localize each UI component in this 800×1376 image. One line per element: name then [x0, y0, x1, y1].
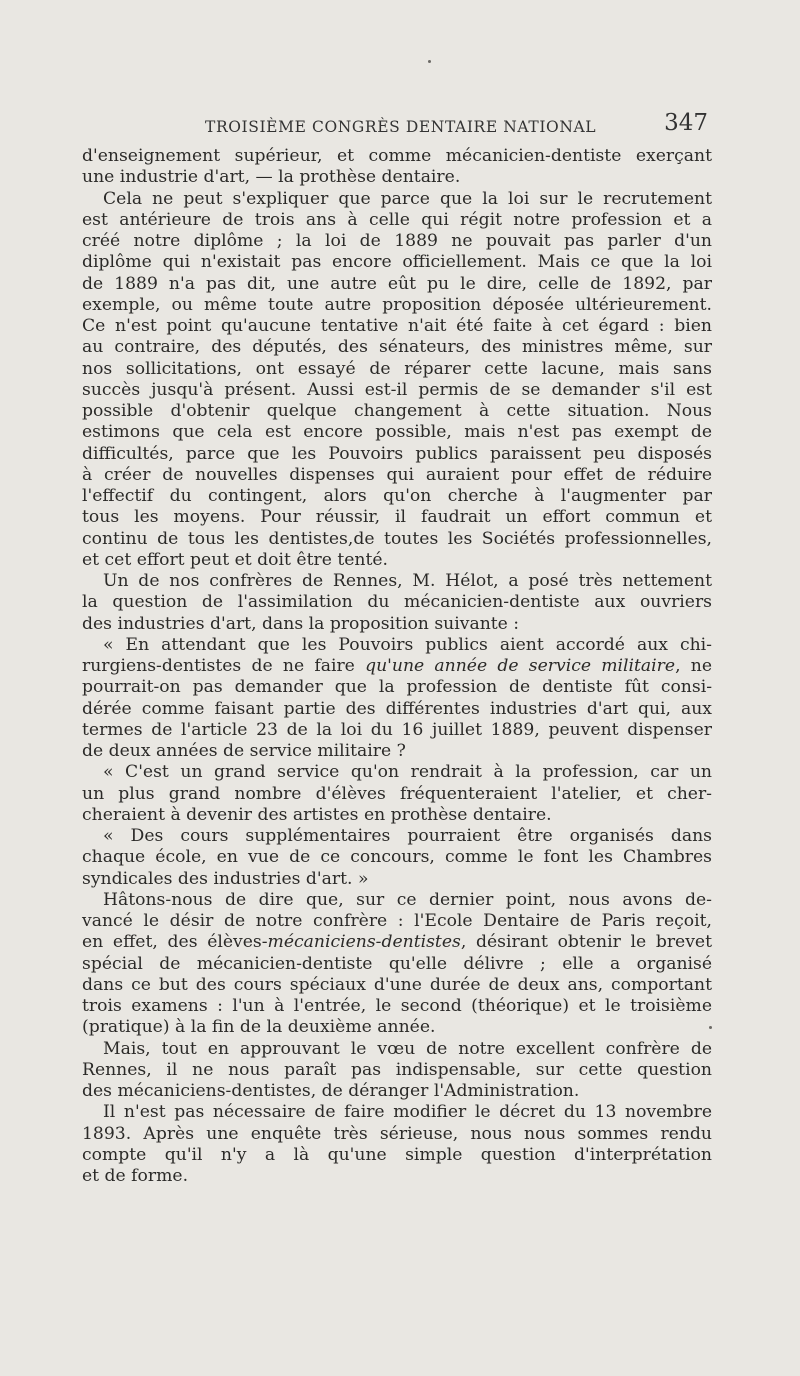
text-line: de deux années de service militaire ? — [82, 741, 406, 761]
text-line: Un de nos confrères de Rennes, M. Hélot, a posé très nettement — [103, 571, 712, 591]
text-line: nos sollicitations, ont essayé de réparer cette lacune, mais sans — [82, 358, 712, 379]
text-line: Ce n'est point qu'aucune tentative n'ait été faite à cet égard : bien — [82, 316, 712, 336]
text-line: continu de tous les dentistes,de toutes les Sociétés professionnelles, — [82, 528, 712, 549]
text-line: et de forme. — [82, 1166, 189, 1186]
text-line: « Des cours supplémentaires pourraient être organisés dans — [103, 826, 712, 846]
text-line: de 1889 n'a pas dit, une autre eût pu le dire, celle de 1892, par — [82, 273, 712, 294]
text-line — [82, 932, 712, 953]
text-line: possible d'obtenir quelque changement à cette situation. Nous — [82, 401, 712, 421]
text-line: cheraient à devenir des artistes en prothèse dentaire. — [82, 804, 552, 825]
text-segment: , ne — [675, 656, 712, 676]
text-line: Hâtons-nous de dire que, sur ce dernier point, nous avons de- — [103, 889, 712, 910]
text-line: spécial de mécanicien-dentiste qu'elle délivre ; elle a organisé — [82, 953, 712, 974]
text-line — [82, 656, 712, 677]
text-line: « C'est un grand service qu'on rendrait à la profession, car un — [103, 762, 712, 783]
text-line: 1893. Après une enquête très sérieuse, nous nous sommes rendu — [82, 1123, 712, 1144]
text-line: l'effectif du contingent, alors qu'on cherche à l'augmenter par — [82, 486, 712, 506]
text-line: au contraire, des députés, des sénateurs, des ministres même, sur — [82, 337, 712, 358]
text-line: dérée comme faisant partie des différentes industries d'art qui, aux — [82, 698, 712, 719]
italic-phrase: mécaniciens-dentistes — [267, 932, 461, 953]
text-line: compte qu'il n'y a là qu'une simple question d'interprétation — [82, 1144, 712, 1165]
text-line: Mais, tout en approuvant le vœu de notre excellent confrère de — [103, 1038, 712, 1059]
text-line: Il n'est pas nécessaire de faire modifier le décret du 13 novembre — [103, 1102, 712, 1123]
text-line: un plus grand nombre d'élèves fréquenteraient l'atelier, et cher- — [82, 783, 712, 804]
text-line: dans ce but des cours spéciaux d'une durée de deux ans, comportant — [82, 974, 712, 995]
text-segment: rurgiens-dentistes de ne faire — [82, 656, 366, 676]
text-line: estimons que cela est encore possible, mais n'est pas exempt de — [82, 422, 712, 443]
print-speck — [428, 60, 431, 63]
text-line: une industrie d'art, — la prothèse dentaire. — [82, 167, 461, 188]
italic-phrase: qu'une année de service militaire — [365, 656, 676, 676]
text-line: et cet effort peut et doit être tenté. — [82, 549, 389, 570]
text-line: diplôme qui n'existait pas encore officiellement. Mais ce que la loi — [82, 252, 712, 273]
text-line: termes de l'article 23 de la loi du 16 juillet 1889, peuvent dispenser — [82, 719, 712, 740]
text-line: créé notre diplôme ; la loi de 1889 ne pouvait pas parler d'un — [82, 231, 712, 251]
text-line: syndicales des industries d'art. » — [82, 868, 369, 889]
text-line: Rennes, il ne nous paraît pas indispensable, sur cette question — [82, 1059, 712, 1080]
text-line: (pratique) à la fin de la deuxième année. — [82, 1017, 436, 1038]
text-segment: , désirant obtenir le brevet — [460, 932, 712, 953]
running-head — [80, 110, 708, 140]
page-number: 347 — [664, 110, 708, 136]
text-line: des industries d'art, dans la proposition suivante : — [82, 613, 520, 634]
text-line: exemple, ou même toute autre proposition déposée ultérieurement. — [82, 294, 712, 315]
running-head-title: TROISIÈME CONGRÈS DENTAIRE NATIONAL — [205, 118, 597, 136]
text-line: chaque école, en vue de ce concours, comme le font les Chambres — [82, 847, 712, 868]
text-line: vancé le désir de notre confrère : l'Ecole Dentaire de Paris reçoit, — [82, 911, 712, 931]
text-line: la question de l'assimilation du mécanicien-dentiste aux ouvriers — [82, 592, 712, 613]
text-line: tous les moyens. Pour réussir, il faudrait un effort commun et — [82, 507, 712, 528]
body-text — [82, 146, 712, 1187]
text-line: succès jusqu'à présent. Aussi est-il permis de se demander s'il est — [82, 379, 712, 400]
text-line: pourrait-on pas demander que la profession de dentiste fût consi- — [82, 677, 712, 698]
text-line: des mécaniciens-dentistes, de déranger l'Administration. — [82, 1081, 580, 1101]
text-line: à créer de nouvelles dispenses qui auraient pour effet de réduire — [82, 464, 712, 485]
text-line: trois examens : l'un à l'entrée, le second (théorique) et le troisième — [82, 996, 712, 1016]
text-line: d'enseignement supérieur, et comme mécanicien-dentiste exerçant — [82, 146, 712, 166]
text-segment: en effet, des élèves- — [82, 932, 268, 953]
text-line: est antérieure de trois ans à celle qui régit notre profession et a — [82, 209, 712, 230]
text-line: Cela ne peut s'expliquer que parce que la loi sur le recrutement — [103, 188, 712, 209]
text-line: difficultés, parce que les Pouvoirs publics paraissent peu disposés — [82, 443, 712, 464]
text-line: « En attendant que les Pouvoirs publics aient accordé aux chi- — [103, 634, 712, 655]
